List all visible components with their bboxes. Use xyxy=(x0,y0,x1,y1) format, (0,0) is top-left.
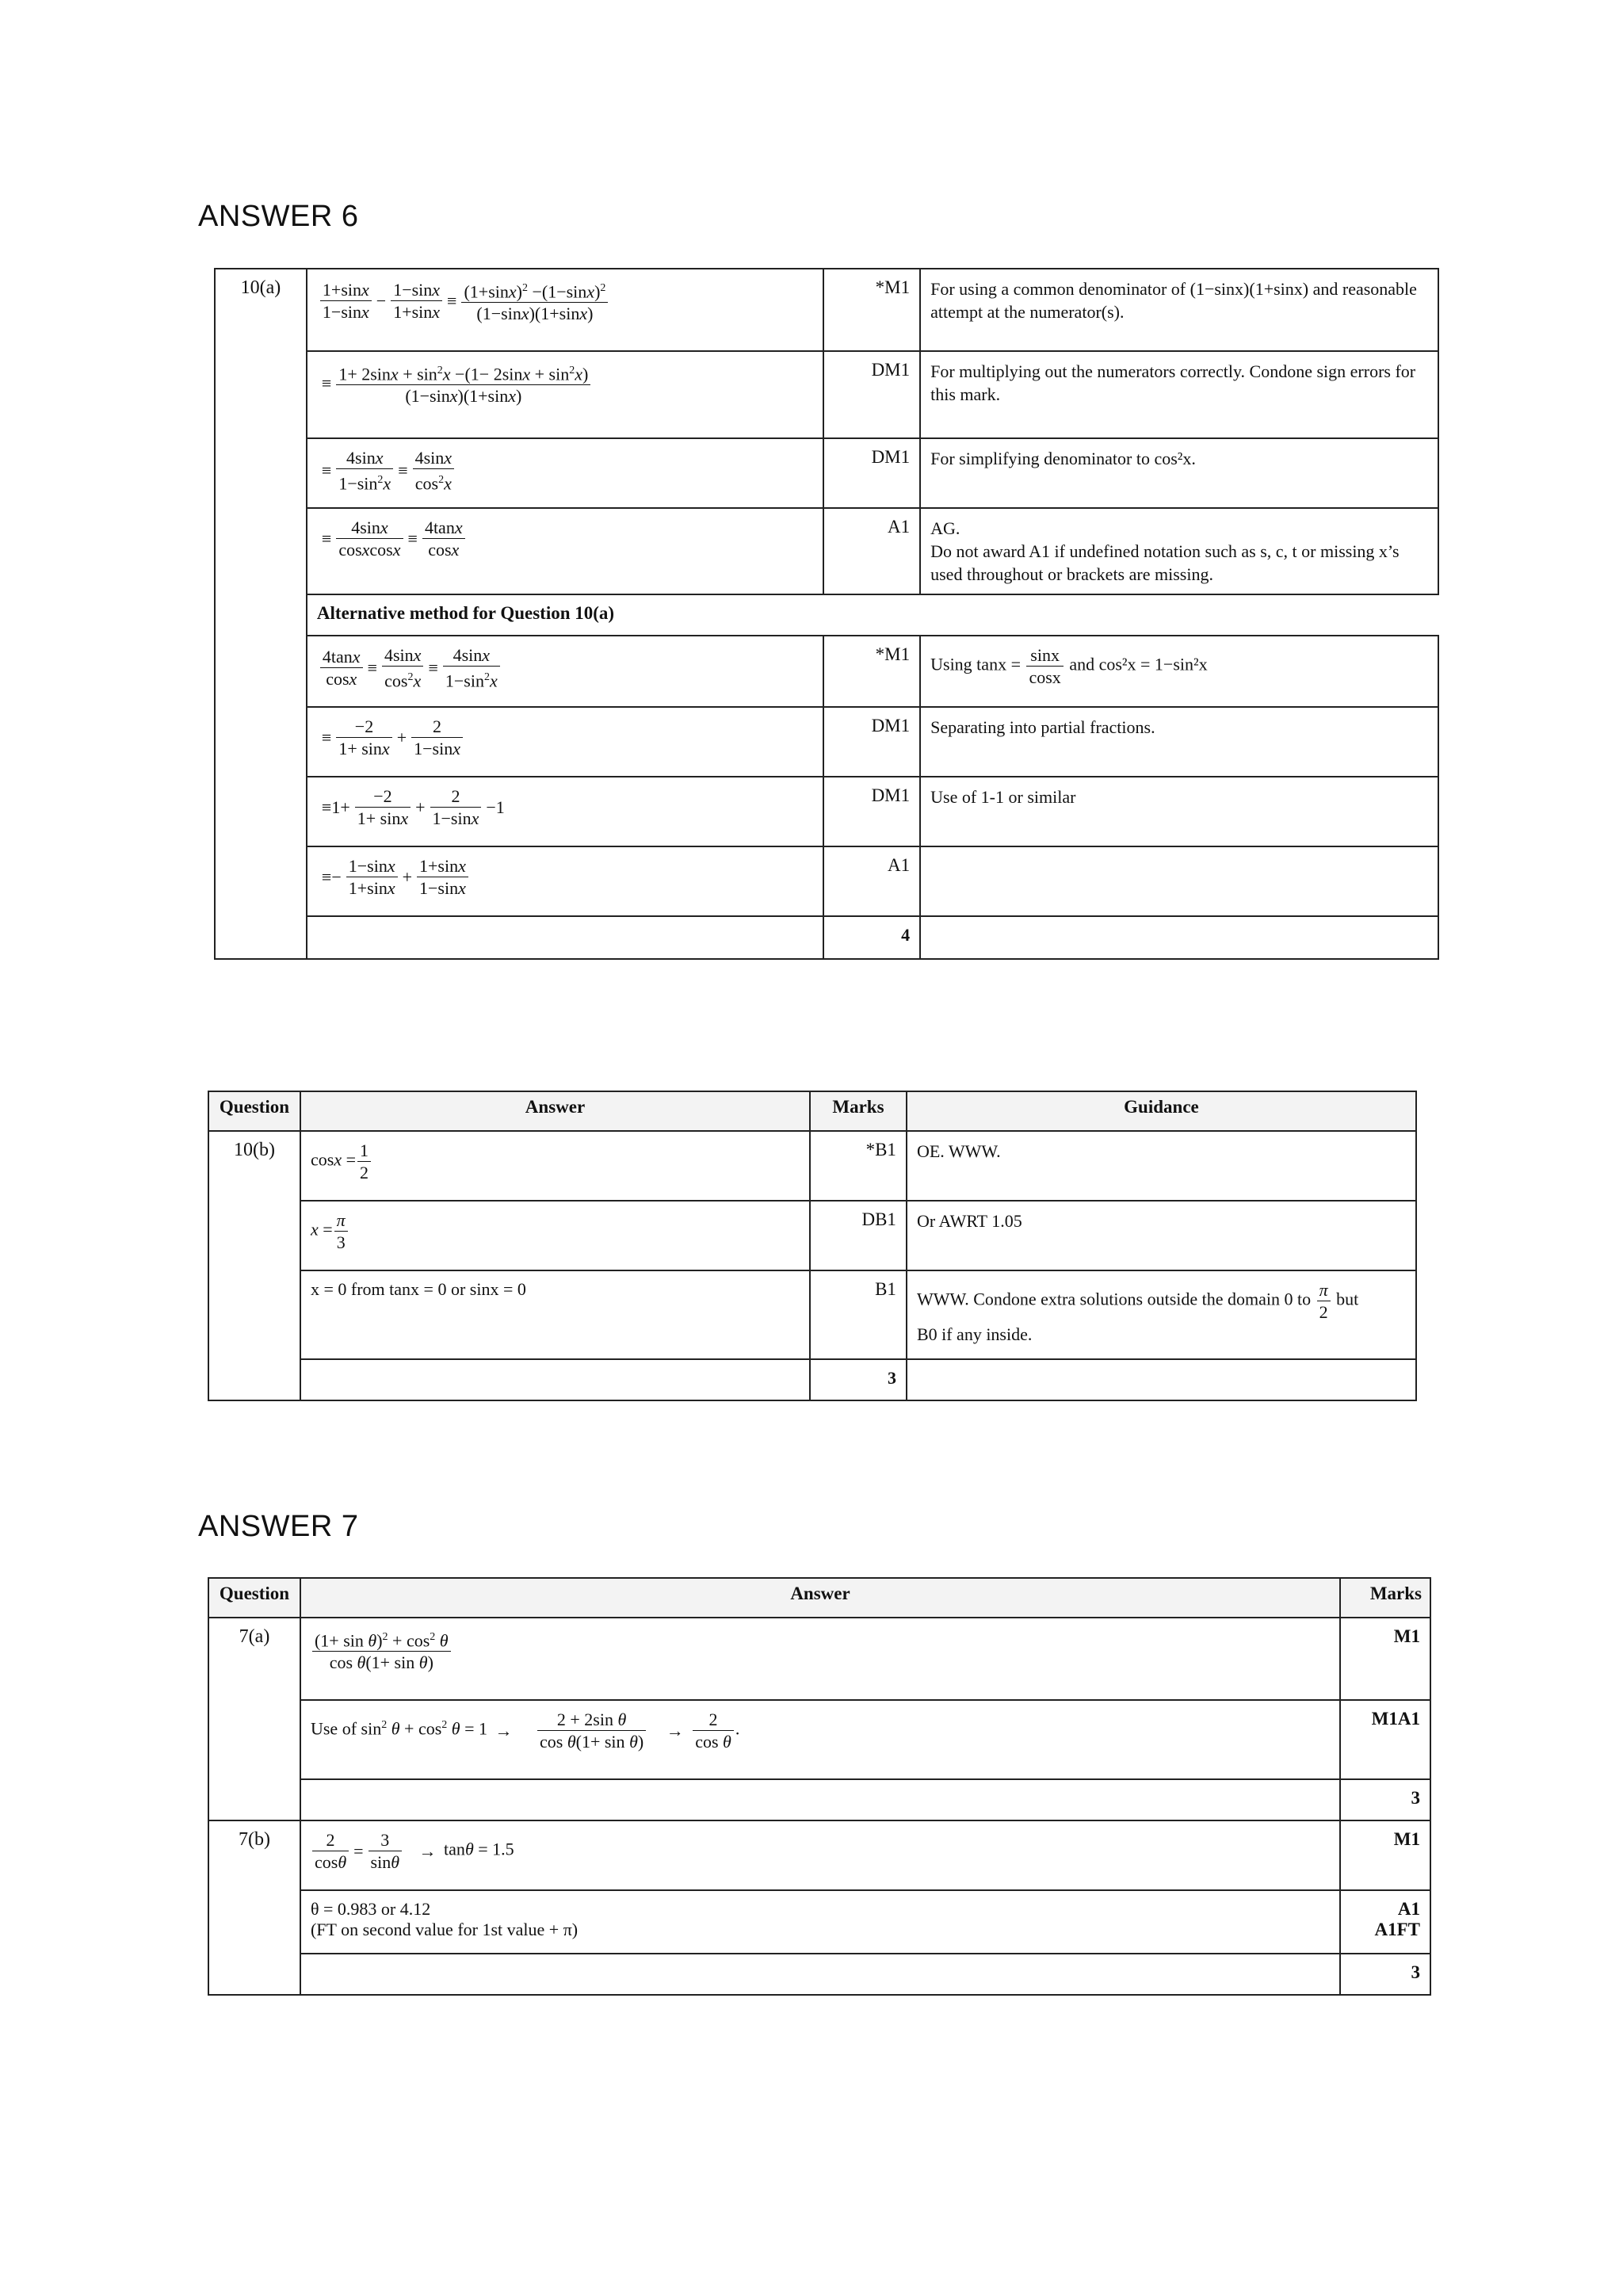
guidance-line: Do not award A1 if undefined notation such as s, c, t or missing x’s used throughout or brackets are missing. xyxy=(930,541,1400,584)
header-answer: Answer xyxy=(300,1091,810,1131)
mark-scheme-table-10a xyxy=(214,268,1439,960)
answer-line: θ = 0.983 or 4.12 xyxy=(310,1899,431,1919)
mark-code: DM1 xyxy=(823,777,920,846)
heading-answer-6: ANSWER 6 xyxy=(198,200,359,233)
guidance-text: For multiplying out the numerators correctly. Condone sign errors for this mark. xyxy=(920,351,1438,438)
answer-text: Use of xyxy=(310,1718,357,1739)
guidance-fraction-num: sinx xyxy=(1026,644,1063,667)
mark-code: DB1 xyxy=(810,1201,907,1270)
mark-code: M1 xyxy=(1340,1618,1430,1700)
answer-step-3: x = 0 from tanx = 0 or sinx = 0 xyxy=(300,1270,810,1359)
mark-code: *M1 xyxy=(823,636,920,707)
empty-cell xyxy=(300,1779,1340,1820)
header-marks: Marks xyxy=(810,1091,907,1131)
mark-code: DM1 xyxy=(823,438,920,508)
question-number: 10(a) xyxy=(215,269,307,959)
mark-code: M1 xyxy=(1340,1820,1430,1890)
answer-step-1: $\frac{1+\sin x}{1-\sin x}$ − $\frac{1-\sin x}{1+\sin x}$ ≡ $\frac{(1+\sin x)^2 -(1-\sin x)^2}{(1-\sin x)(1+\sin x)}$ xyxy=(307,269,823,351)
alt-step-1: $\frac{4\tan x}{\cos x}$ ≡ $\frac{4\sin x}{\cos^2x}$ ≡ $\frac{4\sin x}{1-\sin^2x}$ xyxy=(307,636,823,707)
mark-code: DM1 xyxy=(823,707,920,777)
alt-step-4: ≡− $\frac{1-\sin x}{1+\sin x}$ + $\frac{1+\sin x}{1-\sin x}$ xyxy=(307,846,823,916)
header-answer: Answer xyxy=(300,1578,1340,1618)
question-number: 7(b) xyxy=(208,1820,300,1995)
heading-answer-7: ANSWER 7 xyxy=(198,1510,359,1543)
mark-code: B1 xyxy=(810,1270,907,1359)
header-guidance: Guidance xyxy=(907,1091,1416,1131)
mark-scheme-table-7 xyxy=(208,1577,1431,1996)
total-marks: 3 xyxy=(1340,1954,1430,1995)
mark-code xyxy=(1340,1890,1430,1954)
guidance-text: For using a common denominator of (1−sinx)(1+sinx) and reasonable attempt at the numerator(s). xyxy=(920,269,1438,351)
answer-step-4: ≡ $\frac{4\sin x}{\text{cosxcosx}}$ ≡ $\frac{4\tan x}{\cos x}$ xyxy=(307,508,823,594)
guidance-fraction-den: cosx xyxy=(1029,667,1061,687)
alt-step-3: ≡1+ $\frac{-2}{1+ \sin x}$ + $\frac{2}{1-\sin x}$ −1 xyxy=(307,777,823,846)
mark-line: A1 xyxy=(1397,1899,1420,1919)
guidance-text xyxy=(920,846,1438,916)
guidance-part: and cos²x = 1−sin²x xyxy=(1069,654,1208,674)
mark-scheme-table-10b xyxy=(208,1091,1417,1401)
total-marks: 3 xyxy=(810,1359,907,1400)
guidance-part: but xyxy=(1336,1289,1359,1309)
question-number: 7(a) xyxy=(208,1618,300,1820)
empty-cell xyxy=(300,1954,1340,1995)
empty-cell xyxy=(300,1359,810,1400)
mark-code: M1A1 xyxy=(1340,1700,1430,1779)
guidance-text: Or AWRT 1.05 xyxy=(907,1201,1416,1270)
guidance-text: Use of 1-1 or similar xyxy=(920,777,1438,846)
alternative-method-heading: Alternative method for Question 10(a) xyxy=(307,594,1438,636)
alt-step-2: ≡ $\frac{-2}{1+ \sin x}$ + $\frac{2}{1-\sin x}$ xyxy=(307,707,823,777)
guidance-text: WWW. Condone extra solutions outside the domain 0 to $\frac{\pi}{2}$ but B0 if any inside. xyxy=(907,1270,1416,1359)
total-marks: 4 xyxy=(823,916,920,959)
mark-line: A1FT xyxy=(1374,1920,1420,1939)
guidance-text: Separating into partial fractions. xyxy=(920,707,1438,777)
guidance-part: WWW. Condone extra solutions outside the domain 0 to xyxy=(916,1289,1312,1309)
answer-step-1: cosx = $\frac{1}{2}$ xyxy=(300,1131,810,1201)
guidance-part: Using tanx = xyxy=(930,654,1021,674)
guidance-text: For simplifying denominator to cos²x. xyxy=(920,438,1438,508)
mark-code: *M1 xyxy=(823,269,920,351)
header-question: Question xyxy=(208,1578,300,1618)
answer-step-2: ≡ $\frac{1+ 2\sin x + \sin^2x -(1- 2\sin x + \sin^2x)}{(1-\sin x)(1+\sin x)}$ xyxy=(307,351,823,438)
answer-step-2: x = $\frac{\pi}{3}$ xyxy=(300,1201,810,1270)
answer-step-1: $\frac{2}{\cos\theta}$ = $\frac{3}{\sin\theta}$ → tanθ = 1.5 xyxy=(300,1820,1340,1890)
answer-step-3: ≡ $\frac{4\sin x}{1-\sin^2x}$ ≡ $\frac{4\sin x}{\cos^2x}$ xyxy=(307,438,823,508)
empty-cell xyxy=(920,916,1438,959)
mark-code: A1 xyxy=(823,508,920,594)
guidance-line: AG. xyxy=(930,518,960,538)
header-marks: Marks xyxy=(1340,1578,1430,1618)
mark-code: DM1 xyxy=(823,351,920,438)
empty-cell xyxy=(907,1359,1416,1400)
mark-code: *B1 xyxy=(810,1131,907,1201)
total-marks: 3 xyxy=(1340,1779,1430,1820)
answer-step-1: $\frac{(1+ \sin \theta)^2 + \cos^2 \theta}{\text{cos θ(1+ sin θ)}}$ xyxy=(300,1618,1340,1700)
answer-step-2: Use of $\sin^2 \theta + \cos^2 \theta = 1$ → $\frac{\text{2 + 2sin θ}}{\text{cos θ(1+ sin θ)}}$ → $\frac{2}{\text{cos θ}}$ . xyxy=(300,1700,1340,1779)
empty-cell xyxy=(307,916,823,959)
answer-step-2 xyxy=(300,1890,1340,1954)
guidance-line: B0 if any inside. xyxy=(916,1324,1033,1344)
answer-line: (FT on second value for 1st value + π) xyxy=(310,1920,579,1939)
question-number: 10(b) xyxy=(208,1131,300,1400)
mark-code: A1 xyxy=(823,846,920,916)
guidance-text: OE. WWW. xyxy=(907,1131,1416,1201)
guidance-text xyxy=(920,636,1438,707)
header-question: Question xyxy=(208,1091,300,1131)
guidance-text xyxy=(920,508,1438,594)
